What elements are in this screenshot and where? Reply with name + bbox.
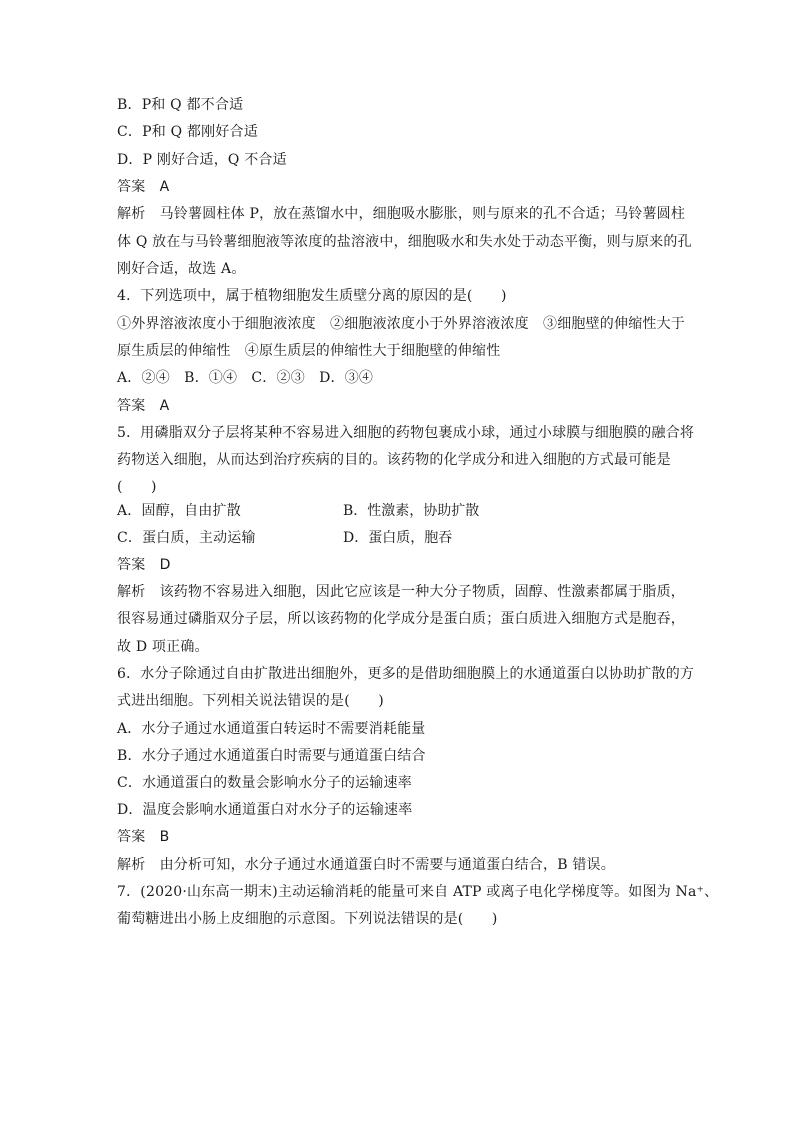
q4-items-line-1: ①外界溶液浓度小于细胞液浓度 ②细胞液浓度小于外界溶液浓度 ③细胞壁的伸缩性大于: [117, 316, 685, 332]
q4-items-line-2: 原生质层的伸缩性 ④原生质层的伸缩性大于细胞壁的伸缩性: [117, 343, 501, 359]
answer-value: A: [159, 398, 170, 414]
q6-answer: [117, 827, 169, 847]
q6-option-c: C．水通道蛋白的数量会影响水分子的运输速率: [117, 775, 412, 791]
analysis-text: 由分析可知，水分子通过水通道蛋白时不需要与通道蛋白结合，B 错误。: [159, 857, 615, 873]
q5-stem-line-2: 药物送入细胞，从而达到治疗疾病的目的。该药物的化学成分和进入细胞的方式最可能是: [117, 452, 671, 468]
q3-analysis-line-3: 刚好合适，故选 A。: [117, 261, 246, 277]
q5-analysis-line-1: [117, 582, 685, 602]
q5-option-c: C．蛋白质，主动运输: [117, 530, 256, 546]
q7-stem-line-1: 7．(2020·山东高一期末)主动运输消耗的能量可来自 ATP 或离子电化学梯度等。如图为 Na⁺、: [117, 884, 719, 900]
answer-value: D: [159, 557, 171, 573]
q5-answer: [117, 555, 171, 575]
q3-analysis-line-1: [117, 204, 685, 224]
q6-option-b: B．水分子通过水通道蛋白时需要与通道蛋白结合: [117, 748, 426, 764]
q6-option-a: A．水分子通过水通道蛋白转运时不需要消耗能量: [117, 721, 426, 737]
q5-option-a: A．固醇，自由扩散: [117, 503, 241, 519]
q4-answer: [117, 396, 169, 416]
analysis-label: 解析: [117, 857, 146, 873]
answer-label: 答案: [117, 398, 146, 414]
analysis-label: 解析: [117, 584, 146, 600]
q3-option-c: C．P和 Q 都刚好合适: [117, 124, 258, 140]
answer-label: 答案: [117, 829, 146, 845]
q5-stem-line-3: ( ): [117, 479, 157, 495]
answer-label: 答案: [117, 179, 146, 195]
analysis-label: 解析: [117, 206, 146, 222]
q6-option-d: D．温度会影响水通道蛋白对水分子的运输速率: [117, 802, 413, 818]
q3-answer: [117, 177, 169, 197]
q4-options: A．②④ B．①④ C．②③ D．③④: [117, 370, 374, 386]
q7-stem-line-2: 葡萄糖进出小肠上皮细胞的示意图。下列说法错误的是( ): [117, 911, 498, 927]
q6-stem-line-1: 6．水分子除通过自由扩散进出细胞外，更多的是借助细胞膜上的水通道蛋白以协助扩散的方: [117, 666, 695, 682]
q5-stem-line-1: 5．用磷脂双分子层将某种不容易进入细胞的药物包裹成小球，通过小球膜与细胞膜的融合将: [117, 425, 695, 441]
q6-stem-line-2: 式进出细胞。下列相关说法错误的是( ): [117, 693, 384, 709]
answer-value: A: [159, 179, 170, 195]
analysis-text: 马铃薯圆柱体 P，放在蒸馏水中，细胞吸水膨胀，则与原来的孔不合适；马铃薯圆柱: [159, 206, 686, 222]
q5-analysis-line-3: 故 D 项正确。: [117, 639, 209, 655]
q5-analysis-line-2: 很容易通过磷脂双分子层，所以该药物的化学成分是蛋白质；蛋白质进入细胞方式是胞吞，: [117, 611, 685, 627]
q6-analysis-line-1: [117, 855, 615, 875]
q5-option-d: D．蛋白质，胞吞: [343, 530, 453, 546]
q3-option-b: B．P和 Q 都不合适: [117, 97, 244, 113]
analysis-text: 该药物不容易进入细胞，因此它应该是一种大分子物质，固醇、性激素都属于脂质，: [159, 584, 686, 600]
q5-option-b: B．性激素，协助扩散: [343, 503, 480, 519]
q4-stem: 4．下列选项中，属于植物细胞发生质壁分离的原因的是( ): [117, 288, 507, 304]
answer-label: 答案: [117, 557, 146, 573]
answer-value: B: [159, 829, 170, 845]
q3-option-d: D．P 刚好合适，Q 不合适: [117, 152, 287, 168]
q3-analysis-line-2: 体 Q 放在与马铃薯细胞液等浓度的盐溶液中，细胞吸水和失水处于动态平衡，则与原来的孔: [117, 234, 692, 250]
